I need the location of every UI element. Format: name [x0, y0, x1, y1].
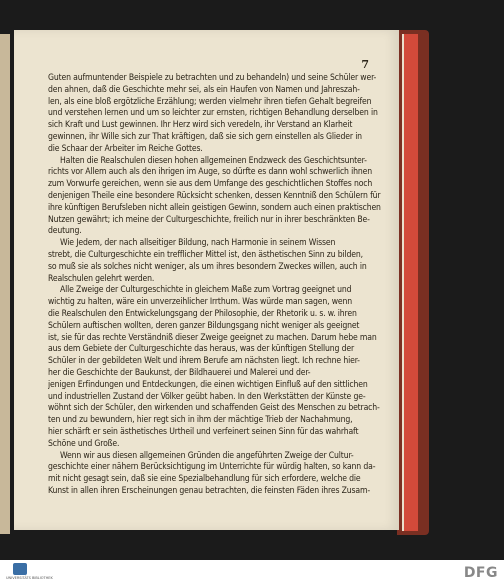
text-line: wöhnt sich der Schüler, den wirkenden und schaffenden Geist des Menschen zu betrach- [48, 403, 380, 414]
footer-bar [0, 560, 504, 588]
text-line: deutung. [48, 226, 82, 237]
text-line: Wie Jedem, der nach allseitiger Bildung, nach Harmonie in seinem Wissen [60, 238, 336, 249]
book-page [14, 30, 399, 530]
text-line: zum Vorwurfe gereichen, wenn sie aus dem Umfange des geschichtlichen Stoffes noch [48, 179, 373, 190]
text-line: Alle Zweige der Culturgeschichte in gleichem Maße zum Vortrag geeignet und [60, 285, 352, 296]
text-line: mit nicht gesagt sein, daß sie eine Spezialbehandlung für sich erfordere, welche die [48, 474, 361, 485]
text-line: die Schaar der Arbeiter im Reiche Gottes. [48, 143, 203, 154]
library-logo-caption: UNIVERSITÄTS BIBLIOTHEK [6, 576, 53, 580]
text-line: und verstehen lernen und um so leichter zur ernsten, richtigen Behandlung derselben in [48, 108, 378, 119]
text-line: hier schärft er sein ästhetisches Urtheil und verfeinert seinen Sinn für das wahrhaft [48, 426, 359, 437]
text-line: her die Geschichte der Baukunst, der Bildhauerei und Malerei und der- [48, 367, 311, 378]
text-line: geschichte einer nähern Berücksichtigung im Unterrichte für würdig halten, so kann da- [48, 462, 376, 473]
library-logo-icon [13, 563, 27, 575]
text-line: Wenn wir aus diesen allgemeinen Gründen die angeführten Zweige der Cultur- [60, 450, 354, 461]
book-cover-inner-edge [402, 34, 418, 531]
text-line: Kunst in allen ihren Erscheinungen genau betrachten, die feinsten Fäden ihres Zusam- [48, 485, 371, 496]
text-line: len, als eine bloß ergötzliche Erzählung; werden vielmehr ihren tiefen Gehalt begreifen [48, 96, 372, 107]
page-number: 7 [361, 58, 369, 71]
text-line: ten und zu bewundern, hier regt sich in ihm der mächtige Trieb der Nachahmung, [48, 415, 353, 426]
text-line: sich Kraft und Lust gewinnen. Ihr Herz wird sich veredeln, ihr Verstand an Klarheit [48, 120, 353, 131]
text-line: Halten die Realschulen diesen hohen allgemeinen Endzweck des Geschichtsunter- [60, 155, 367, 166]
text-line: wichtig zu halten, wäre ein unverzeihlicher Irrthum. Was würde man sagen, wenn [48, 297, 353, 308]
text-line: jenigen Erfindungen und Entdeckungen, die einen wichtigen Einfluß auf den sittlichen [48, 379, 368, 390]
text-line: Schülern auftischen wollten, deren ganzer Bildungsgang nicht weniger als geeignet [48, 320, 360, 331]
text-line: richts vor Allem auch als den ihrigen im Auge, so dürfte es dann wohl schwerlich ihnen [48, 167, 372, 178]
text-line: Schöne und Große. [48, 438, 120, 449]
text-line: Guten aufmuntender Beispiele zu betrachten und zu behandeln) und seine Schüler wer- [48, 73, 377, 83]
text-line: gewinnen, ihr Wille sich zur That kräftigen, daß sie sich gern einstellen als Glieder in [48, 131, 362, 142]
dfg-logo[interactable]: DFG [463, 565, 498, 581]
text-line: strebt, die Culturgeschichte ein trefflicher Mittel ist, den ästhetischen Sinn zu bilden, [48, 249, 363, 260]
text-line: die Realschulen den Entwickelungsgang der Philosophie, der Rhetorik u. s. w. ihren [48, 308, 357, 319]
library-logo[interactable] [6, 563, 53, 585]
text-line: und industriellen Zustand der Völker geübt haben. In den Werkstätten der Künste ge- [48, 391, 366, 402]
text-line: Realschulen gelehrt werden. [48, 273, 155, 284]
text-line: aus dem Gebiete der Culturgeschichte das heraus, was der künftigen Stellung der [48, 344, 355, 355]
text-line: den ahnen, daß die Geschichte mehr sei, als ein Haufen von Namen und Jahreszah- [48, 84, 360, 95]
text-line: ihre künftigen Berufsleben nicht allein geistigen Gewinn, sondern auch einen praktischen [48, 202, 381, 213]
previous-page-edge [0, 34, 10, 534]
text-line: ist, sie für das rechte Verständniß dieser Zweige geeignet zu machen. Darum hebe man [48, 332, 377, 343]
text-line: denjenigen Theile eine besondere Rücksicht schenken, dessen Kenntniß den Schülern für [48, 190, 381, 201]
page-text [48, 73, 388, 498]
text-line: so muß sie als solches nicht weniger, als um ihres besondern Zweckes willen, auch in [48, 261, 367, 272]
text-line: Nutzen gewährt; ich meine der Culturgeschichte, freilich nur in ihrer beschränkten Be- [48, 214, 370, 225]
text-line: Schüler in der gebildeten Welt und ihrem Berufe am nächsten liegt. Ich rechne hier- [48, 356, 360, 367]
